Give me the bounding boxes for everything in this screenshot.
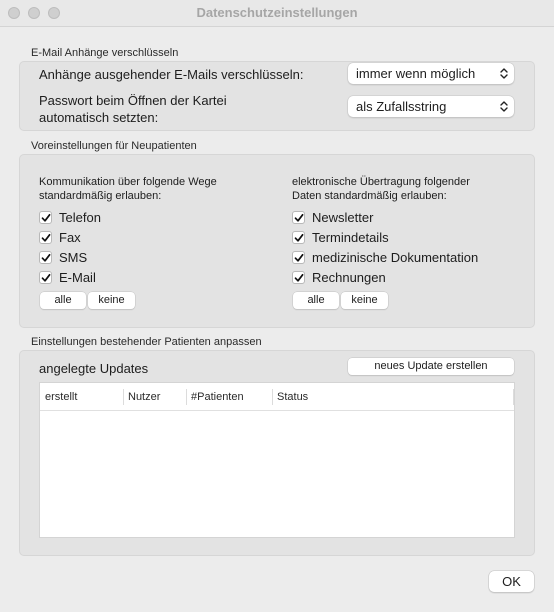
checkmark-icon [41,253,51,263]
password-value: als Zufallsstring [356,99,447,114]
checkmark-icon [41,233,51,243]
checkbox-fax-label: Fax [59,230,81,245]
checkbox-fax[interactable] [39,231,52,244]
checkmark-icon [294,273,304,283]
checkbox-email-label: E-Mail [59,270,96,285]
column-header-patienten[interactable]: #Patienten [191,391,244,403]
checkmark-icon [294,253,304,263]
updates-label: angelegte Updates [39,361,149,376]
column-header-status[interactable]: Status [277,391,309,403]
checkmark-icon [294,213,304,223]
email-section-title: E-Mail Anhänge verschlüsseln [31,47,179,59]
checkbox-sms-label: SMS [59,250,88,265]
column-divider [272,389,273,405]
checkbox-email[interactable] [39,271,52,284]
select-none-transfer-button[interactable]: keine [341,292,388,309]
new-update-button[interactable]: neues Update erstellen [348,358,514,375]
column-header-nutzer[interactable]: Nutzer [128,391,161,403]
checkbox-termindetails-label: Termindetails [312,230,389,245]
transfer-heading-line2: Daten standardmäßig erlauben: [292,190,447,202]
communication-heading-line2: standardmäßig erlauben: [39,190,162,202]
new-patients-section-title: Voreinstellungen für Neupatienten [31,140,197,152]
checkmark-icon [294,233,304,243]
checkbox-rechnungen-label: Rechnungen [312,270,386,285]
checkbox-telefon[interactable] [39,211,52,224]
encrypt-attachments-select[interactable] [348,63,514,84]
checkbox-sms[interactable] [39,251,52,264]
checkbox-medizinische-dokumentation-label: medizinische Dokumentation [312,250,479,265]
select-none-communication-button[interactable]: keine [88,292,135,309]
column-divider [123,389,124,405]
select-all-transfer-button[interactable]: alle [293,292,339,309]
column-divider [513,389,514,405]
column-header-erstellt[interactable]: erstellt [45,391,78,403]
checkbox-medizinische-dokumentation[interactable] [292,251,305,264]
checkmark-icon [41,273,51,283]
checkbox-termindetails[interactable] [292,231,305,244]
existing-patients-section-title: Einstellungen bestehender Patienten anpassen [31,336,262,348]
updates-table[interactable] [39,382,515,538]
checkbox-rechnungen[interactable] [292,271,305,284]
encrypt-attachments-value: immer wenn möglich [356,66,476,81]
column-divider [186,389,187,405]
password-select[interactable] [348,96,514,117]
transfer-heading-line1: elektronische Übertragung folgender [292,176,470,188]
password-label-line1: Passwort beim Öffnen der Kartei [39,93,227,108]
encrypt-attachments-label: Anhänge ausgehender E-Mails verschlüsseln: [39,67,304,82]
checkbox-newsletter[interactable] [292,211,305,224]
chevron-updown-icon [499,100,509,113]
ok-button[interactable]: OK [489,571,534,592]
checkbox-telefon-label: Telefon [59,210,101,225]
checkbox-newsletter-label: Newsletter [312,210,374,225]
select-all-communication-button[interactable]: alle [40,292,86,309]
checkmark-icon [41,213,51,223]
password-label-line2: automatisch setzten: [39,110,159,125]
communication-heading-line1: Kommunikation über folgende Wege [39,176,217,188]
window-title: Datenschutzeinstellungen [196,5,358,20]
chevron-updown-icon [499,67,509,80]
